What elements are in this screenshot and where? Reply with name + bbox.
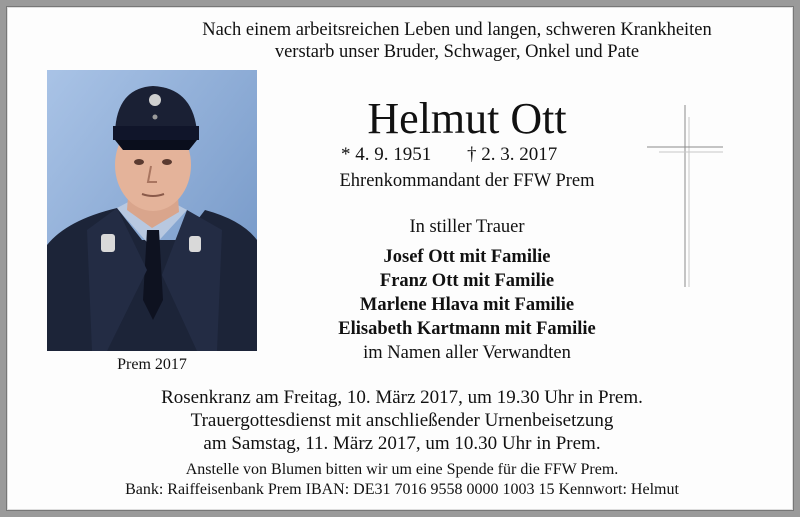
service-line-2: Trauergottesdienst mit anschließender Urnenbeisetzung bbox=[190, 410, 614, 431]
service-line-1: Rosenkranz am Freitag, 10. März 2017, um 19.30 Uhr in Prem. bbox=[161, 387, 643, 408]
mourner-item: Elisabeth Kartmann mit Familie bbox=[338, 319, 596, 339]
deceased-name: Helmut Ott bbox=[367, 94, 567, 143]
mourner-item: Franz Ott mit Familie bbox=[379, 271, 555, 291]
mourner-item: Josef Ott mit Familie bbox=[383, 247, 551, 267]
service-details bbox=[47, 386, 757, 455]
portrait-photo bbox=[47, 70, 257, 351]
intro-line-1: Nach einem arbeitsreichen Leben und langen, schweren Krankheiten bbox=[202, 20, 712, 40]
mourner-item: Marlene Hlava mit Familie bbox=[359, 295, 575, 315]
service-line-3: am Samstag, 11. März 2017, um 10.30 Uhr in Prem. bbox=[203, 433, 601, 454]
obituary-notice bbox=[6, 6, 794, 511]
donation-line-1: Anstelle von Blumen bitten wir um eine Spende für die FFW Prem. bbox=[185, 461, 619, 478]
intro-line-2: verstarb unser Bruder, Schwager, Onkel und Pate bbox=[274, 42, 640, 62]
mourning-heading: In stiller Trauer bbox=[409, 217, 525, 237]
birth-date: * 4. 9. 1951 bbox=[341, 144, 432, 165]
donation-notice bbox=[47, 460, 757, 500]
deceased-role: Ehrenkommandant der FFW Prem bbox=[339, 171, 595, 191]
relatives-line: im Namen aller Verwandten bbox=[363, 343, 571, 363]
photo-caption: Prem 2017 bbox=[117, 356, 187, 373]
death-date: † 2. 3. 2017 bbox=[467, 144, 558, 165]
bank-details: Bank: Raiffeisenbank Prem IBAN: DE31 7016 9558 0000 1003 15 Kennwort: Helmut bbox=[125, 481, 679, 498]
mourners-list bbox=[277, 245, 657, 341]
cross-icon bbox=[645, 103, 725, 289]
